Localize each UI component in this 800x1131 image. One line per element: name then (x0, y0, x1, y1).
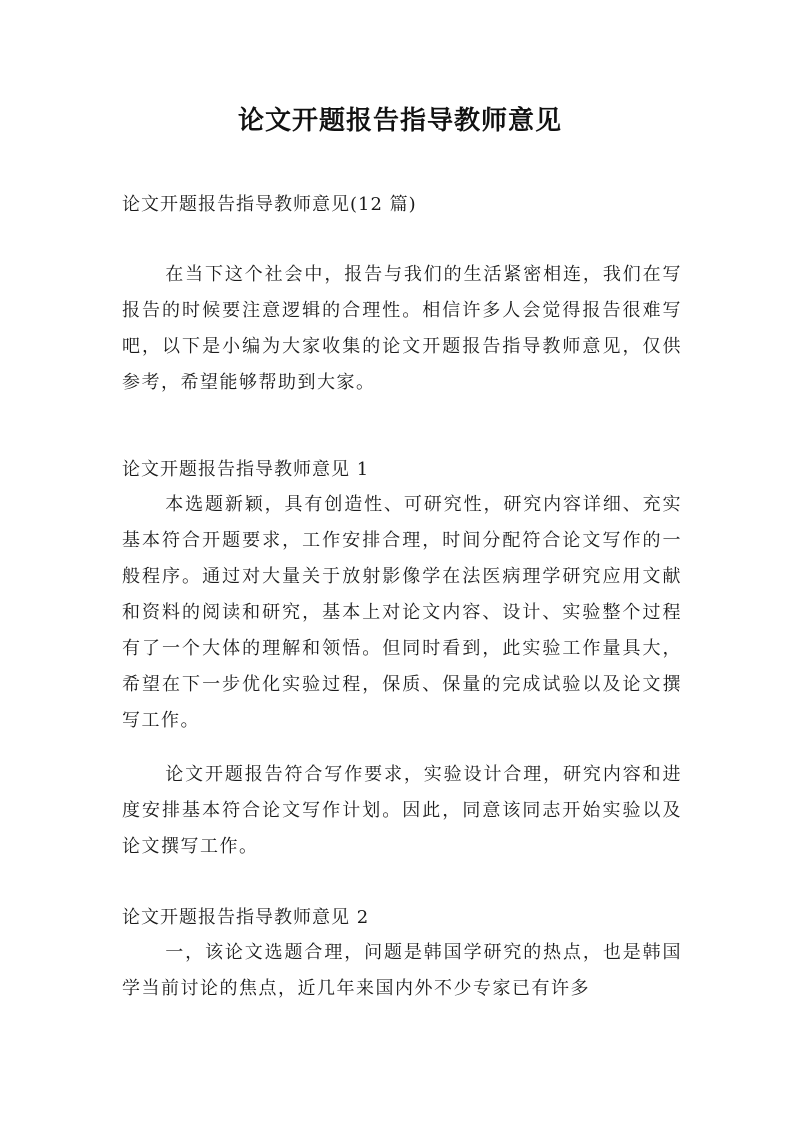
section-heading-1: 论文开题报告指导教师意见 1 (122, 459, 370, 480)
section-1-paragraph-1: 本选题新颖，具有创造性、可研究性，研究内容详细、充实基本符合开题要求，工作安排合理，时间分配符合论文写作的一般程序。通过对大量关于放射影像学在法医病理学研究应用文献和资料的阅读和研究，基本上对论文内容、设计、实验整个过程有了一个大体的理解和领悟。但同时看到，此实验工作量具大，希望在下一步优化实验过程，保质、保量的完成试验以及论文撰写工作。 (122, 494, 682, 731)
section-1-paragraph-2: 论文开题报告符合写作要求，实验设计合理，研究内容和进度安排基本符合论文写作计划。因此，同意该同志开始实验以及论文撰写工作。 (122, 764, 682, 857)
section-heading-2: 论文开题报告指导教师意见 2 (122, 907, 370, 928)
intro-paragraph: 在当下这个社会中，报告与我们的生活紧密相连，我们在写报告的时候要注意逻辑的合理性。相信许多人会觉得报告很难写吧，以下是小编为大家收集的论文开题报告指导教师意见，仅供参考，希望能够帮助到大家。 (122, 264, 682, 393)
document-title: 论文开题报告指导教师意见 (237, 106, 562, 136)
section-2-paragraph-1: 一，该论文选题合理，问题是韩国学研究的热点，也是韩国学当前讨论的焦点，近几年来国内外不少专家已有许多 (122, 942, 682, 999)
document-subtitle: 论文开题报告指导教师意见(12 篇) (122, 194, 417, 215)
